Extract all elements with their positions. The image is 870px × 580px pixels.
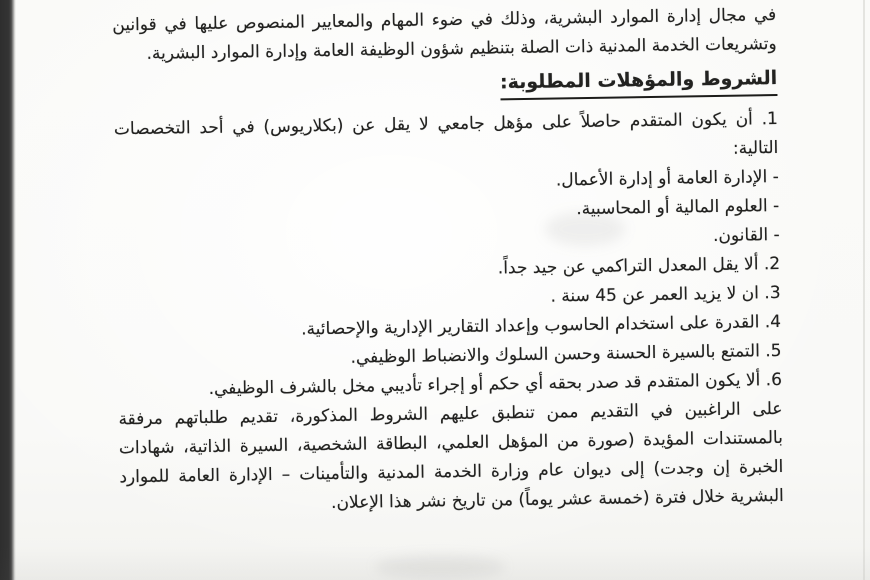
specialization-item-2: - العلوم المالية أو المحاسبية. <box>576 195 780 220</box>
photo-bottom-shade <box>0 546 870 580</box>
requirement-item-6: 6. ألا يكون المتقدم قد صدر بحقه أي حكم أو إجراء تأديبي مخل بالشرف الوظيفي. <box>208 369 783 399</box>
paper-crease-line <box>863 0 865 580</box>
closing-paragraph: على الراغبين في التقديم ممن تنطبق عليهم الشروط المذكورة، تقديم طلباتهم مرفقة بالمستندات المؤيدة (صورة من المؤهل العلمي، البطاقة الشخصية، السيرة الذاتية، شهادات الخبرة إن وجدت) إلى ديوان عام وزارة الخدمة المدنية والتأمينات – الإدارة العامة للموارد البشرية خلال فترة (خمسة عشر يوماً) من تاريخ نشر هذا الإعلان. <box>118 398 784 514</box>
requirement-item-1: 1. أن يكون المتقدم حاصلاً على مؤهل جامعي لا يقل عن (بكلاريوس) في أحد التخصصات التالية: <box>113 108 779 159</box>
specialization-item-1: - الإدارة العامة أو إدارة الأعمال. <box>555 166 779 191</box>
requirement-item-5: 5. التمتع بالسيرة الحسنة وحسن السلوك والانضباط الوظيفي. <box>350 340 782 368</box>
intro-paragraph: في مجال إدارة الموارد البشرية، وذلك في ضوء المهام والمعايير المنصوص عليها في قوانين وتشريعات الخدمة المدنية ذات الصلة بتنظيم شؤون الوظيفة العامة وإدارة الموارد البشرية. <box>112 4 777 64</box>
photo-edge-band <box>0 0 16 580</box>
requirement-item-3: 3. ان لا يزيد العمر عن 45 سنة . <box>550 282 781 307</box>
section-title: الشروط والمؤهلات المطلوبة: <box>500 63 778 100</box>
requirement-item-2: 2. ألا يقل المعدل التراكمي عن جيد جداً. <box>497 253 781 279</box>
requirement-item-4: 4. القدرة على استخدام الحاسوب وإعداد التقارير الإدارية والإحصائية. <box>301 311 782 340</box>
specialization-item-3: - القانون. <box>712 224 780 247</box>
document-text-block <box>112 1 784 521</box>
section-title-row <box>113 63 777 106</box>
